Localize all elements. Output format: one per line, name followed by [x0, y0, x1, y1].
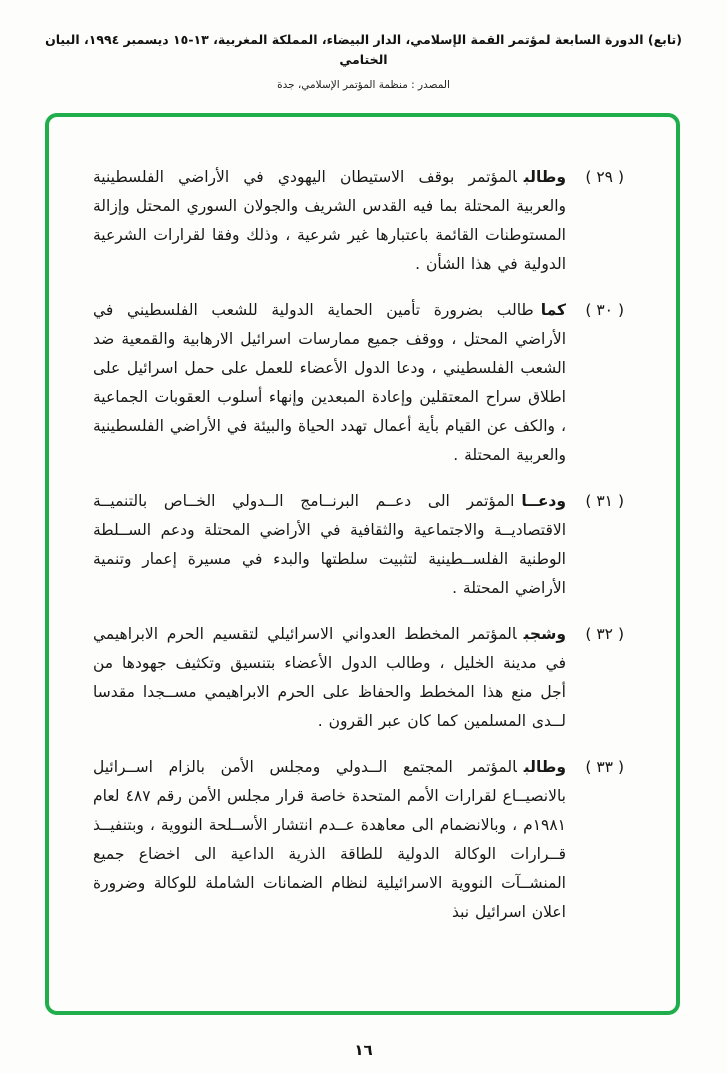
- page-header: [0, 0, 727, 91]
- paragraph-lead-word: وطالب: [523, 168, 566, 186]
- paragraph-text: [93, 487, 566, 603]
- paragraph-lead-word: وشجب: [523, 625, 566, 643]
- paragraph-body: طالب بضرورة تأمين الحماية الدولية للشعب الفلسطيني في الأراضي المحتل ، ووقف جميع ممارسات اسرائيل الارهابية والقمعية ضد الشعب الفلسطيني ، ودعا الدول الأعضاء للعمل على حمل اسرائيل على اطلاق سراح المعتقلين وإعادة المبعدين وإنهاء أسلوب العقوبات الجماعية ، والكف عن القيام بأية أعمال تهدد الحياة والبيئة في الأراضي الفلسطينية والعربية المحتلة .: [93, 301, 566, 464]
- paragraph-text: [93, 296, 566, 470]
- paragraph-lead-word: كما: [540, 301, 566, 319]
- document-source: المصدر : منظمة المؤتمر الإسلامي، جدة: [277, 79, 450, 91]
- paragraph-body: المؤتمر المجتمع الــدولي ومجلس الأمن بالزام اســرائيل بالانصيــاع لقرارات الأمم المتحدة خاصة قرار مجلس الأمن رقم ٤٨٧ لعام ١٩٨١م ، وبالانضمام الى معاهدة عــدم انتشار الأســلحة النووية ، وبتنفيــذ قــرارات الوكالة الدولية للطاقة الذرية الداعية الى اخضاع جميع المنشــآت النووية الاسرائيلية لنظام الضمانات الشاملة للوكالة وضرورة اعلان اسرائيل نبذ: [93, 758, 566, 921]
- paragraph-number: ( ٣٢ ): [585, 625, 624, 643]
- paragraph-body: المؤتمر بوقف الاستيطان اليهودي في الأراضي الفلسطينية والعربية المحتلة بما فيه القدس الشريف والجولان السوري المحتل وإزالة المستوطنات القائمة باعتبارها غير شرعية ، وذلك وفقا لقرارات الشرعية الدولية في هذا الشأن .: [93, 168, 566, 273]
- paragraph-text: [93, 163, 566, 279]
- page-number: ١٦: [354, 1041, 373, 1059]
- paragraph-text: [93, 620, 566, 736]
- paragraph-number: ( ٣٣ ): [585, 758, 624, 776]
- page-footer: [0, 1040, 727, 1059]
- paragraph-number: ( ٢٩ ): [585, 168, 624, 186]
- paragraph-lead-word: ودعــا: [521, 492, 566, 510]
- document-title: (تابع) الدورة السابعة لمؤتمر القمة الإسلامي، الدار البيضاء، المملكة المغربية، ١٣-١٥ ديسمبر ١٩٩٤، البيان الختامي: [45, 32, 682, 67]
- paragraph-33: [93, 753, 624, 927]
- paragraph-number: ( ٣١ ): [585, 492, 624, 510]
- paragraph-body: المؤتمر المخطط العدواني الاسرائيلي لتقسيم الحرم الابراهيمي في مدينة الخليل ، وطالب الدول الأعضاء بتنسيق وتكثيف جهودها من أجل منع هذا المخطط والحفاظ على الحرم الابراهيمي مســجدا مقدسا لــدى المسلمين كما كان عبر القرون .: [93, 625, 566, 730]
- paragraph-number: ( ٣٠ ): [585, 301, 624, 319]
- paragraph-32: [93, 620, 624, 736]
- paragraph-30: [93, 296, 624, 470]
- paragraph-29: [93, 163, 624, 279]
- paragraph-31: [93, 487, 624, 603]
- content-frame: [45, 113, 680, 1015]
- paragraph-lead-word: وطالب: [523, 758, 566, 776]
- paragraph-body: المؤتمر الى دعــم البرنــامج الــدولي الخــاص بالتنميــة الاقتصاديــة والاجتماعية والثقافية في الأراضي المحتلة ودعم الســلطة الوطنية الفلســطينية لتثبيت سلطتها والبدء في مسيرة إعمار وتنمية الأراضي المحتلة .: [93, 492, 566, 597]
- paragraph-text: [93, 753, 566, 927]
